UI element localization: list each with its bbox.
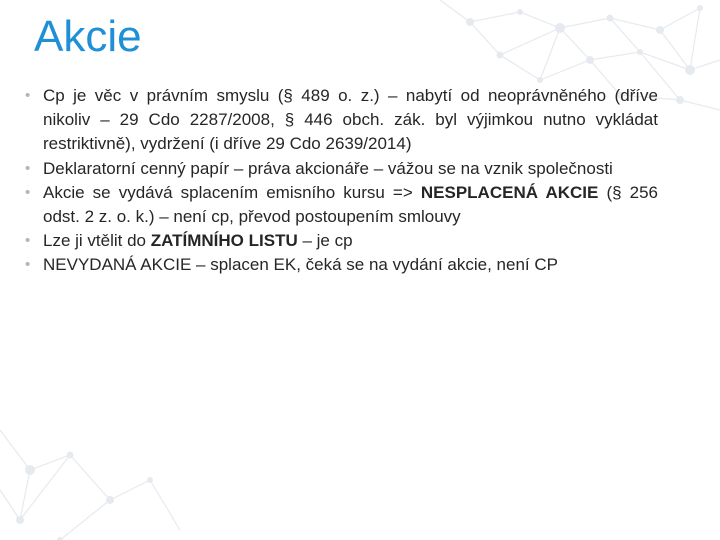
bullet-text: NEVYDANÁ AKCIE – splacen EK, čeká se na vydání akcie, není CP: [43, 255, 558, 275]
bullet-text: Akcie se vydává splacením emisního kursu =>: [43, 182, 421, 202]
bullet-text: (§ 256 odst. 2 z. o. k.) – není cp, převod postoupením smlouvy: [43, 182, 659, 227]
bullet-item: [25, 181, 658, 229]
bullet-list: [25, 84, 658, 278]
bullet-item: [25, 229, 658, 253]
bullet-text: Deklaratorní cenný papír – práva akcionáře – vážou se na vznik společnosti: [43, 158, 613, 178]
bullet-emphasis: ZATÍMNÍHO LISTU: [150, 231, 298, 251]
bullet-text: – je cp: [297, 231, 353, 251]
bullet-text: Lze ji vtělit do: [43, 231, 151, 251]
bullet-text: Cp je věc v právním smyslu (§ 489 o. z.) – nabytí od neoprávněného (dříve nikoliv – 29 Cdo 2287/2008, § 446 obch. zák. byl výjimkou nutno vykládat restriktivně), vydržení (i dříve 29 Cdo 2639/2014): [43, 86, 658, 154]
bullet-item: [25, 253, 658, 277]
slide-title: Akcie: [34, 12, 142, 61]
bullet-item: [25, 84, 658, 157]
bullet-emphasis: NESPLACENÁ AKCIE: [420, 182, 599, 202]
bullet-item: [25, 157, 658, 181]
